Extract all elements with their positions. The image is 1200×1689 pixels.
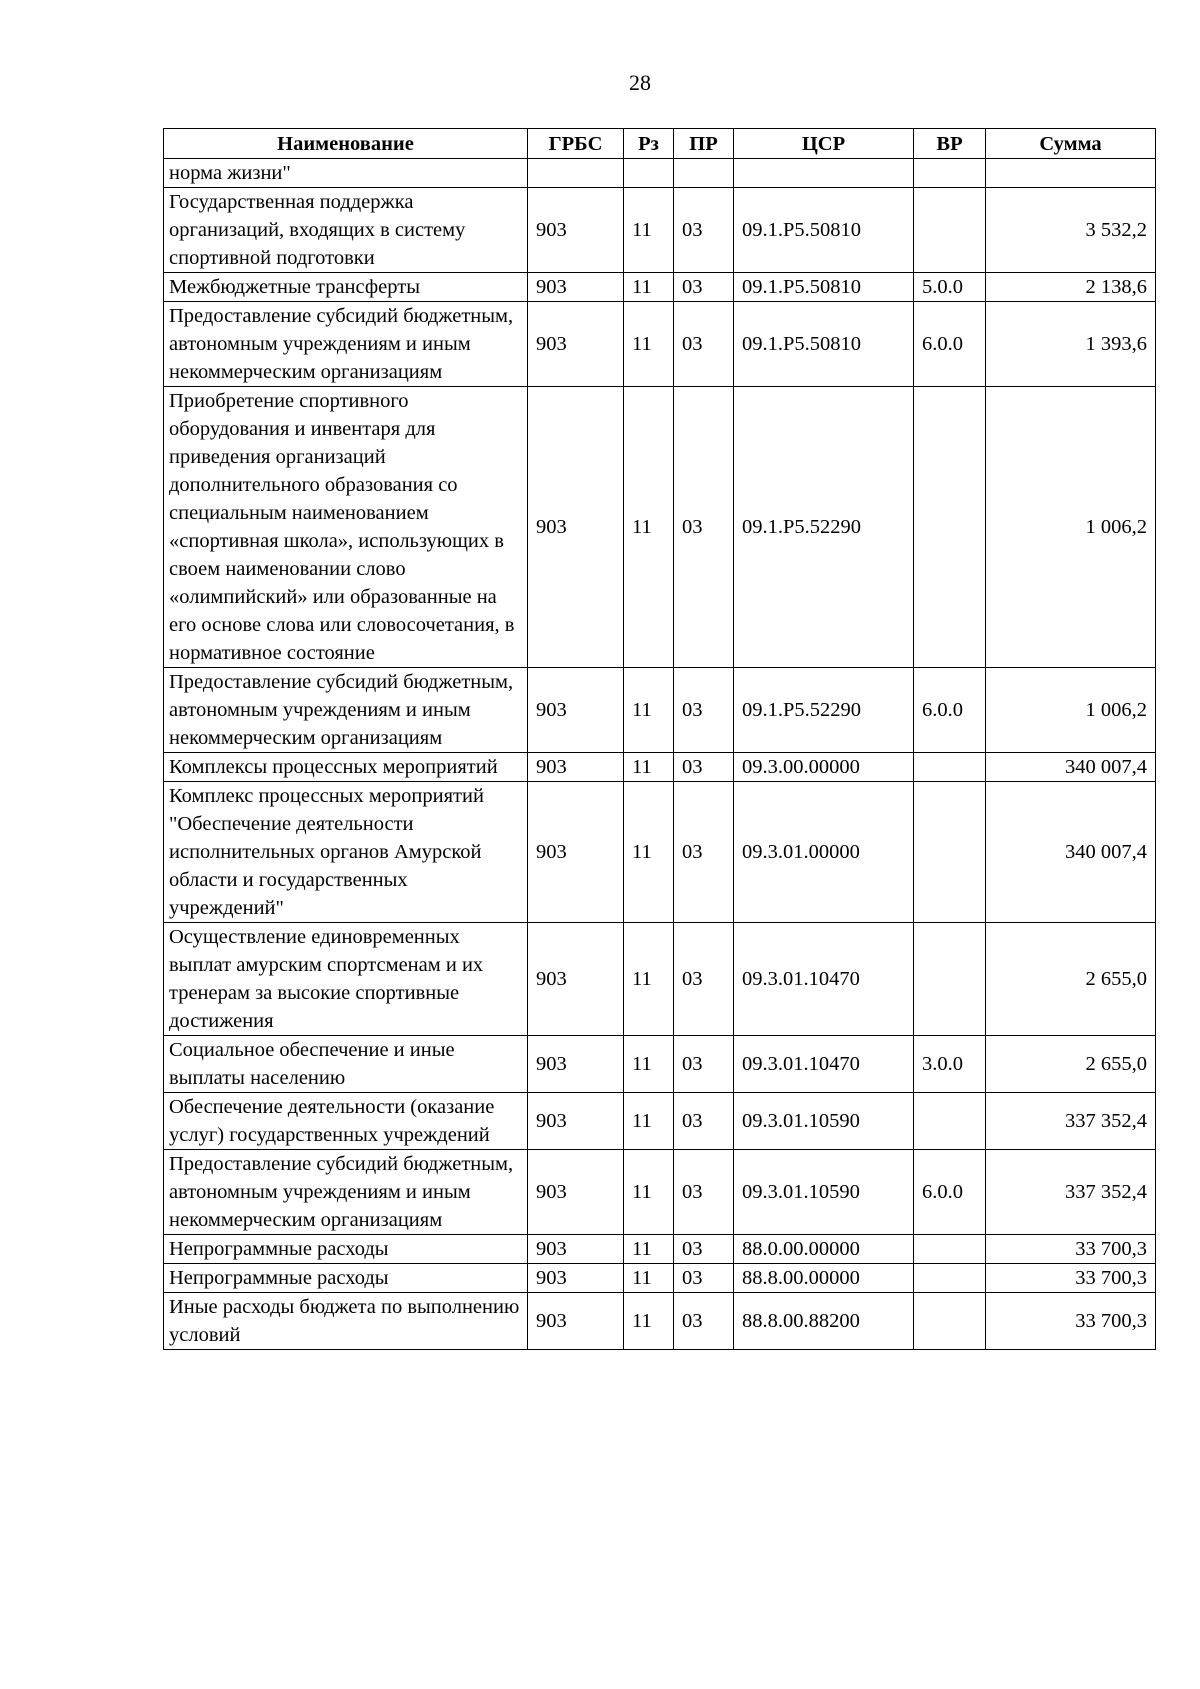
- cell-pr: 03: [674, 1235, 734, 1264]
- cell-csr: 09.1.Р5.50810: [734, 273, 914, 302]
- cell-rz: 11: [624, 273, 674, 302]
- cell-pr: 03: [674, 753, 734, 782]
- cell-name: Предоставление субсидий бюджетным, автономным учреждениям и иным некоммерческим организациям: [164, 302, 528, 387]
- cell-name: Социальное обеспечение и иные выплаты населению: [164, 1036, 528, 1093]
- cell-name: Обеспечение деятельности (оказание услуг) государственных учреждений: [164, 1093, 528, 1150]
- cell-sum: 337 352,4: [986, 1150, 1156, 1235]
- cell-name: Межбюджетные трансферты: [164, 273, 528, 302]
- cell-pr: 03: [674, 1093, 734, 1150]
- cell-grbs: 903: [528, 668, 624, 753]
- cell-vr: 6.0.0: [914, 1150, 986, 1235]
- table-row: [164, 668, 1156, 753]
- table-row: [164, 273, 1156, 302]
- cell-vr: [914, 1093, 986, 1150]
- cell-csr: 09.1.Р5.50810: [734, 302, 914, 387]
- table-row: [164, 1235, 1156, 1264]
- cell-vr: 3.0.0: [914, 1036, 986, 1093]
- cell-name: Непрограммные расходы: [164, 1264, 528, 1293]
- cell-vr: [914, 1293, 986, 1350]
- cell-vr: [914, 923, 986, 1036]
- cell-grbs: 903: [528, 1093, 624, 1150]
- cell-sum: 33 700,3: [986, 1235, 1156, 1264]
- cell-vr: [914, 387, 986, 668]
- cell-vr: 6.0.0: [914, 302, 986, 387]
- header-csr: ЦСР: [734, 129, 914, 159]
- cell-csr: 09.3.01.10470: [734, 1036, 914, 1093]
- cell-name: Иные расходы бюджета по выполнению условий: [164, 1293, 528, 1350]
- page-number: 28: [629, 70, 651, 95]
- cell-csr: 09.1.Р5.52290: [734, 387, 914, 668]
- cell-sum: 3 532,2: [986, 188, 1156, 273]
- header-grbs: ГРБС: [528, 129, 624, 159]
- budget-table: [163, 128, 1156, 1350]
- cell-name: норма жизни": [164, 159, 528, 188]
- cell-grbs: 903: [528, 273, 624, 302]
- cell-grbs: 903: [528, 188, 624, 273]
- cell-vr: [914, 753, 986, 782]
- table-row: [164, 188, 1156, 273]
- cell-name: Осуществление единовременных выплат амурским спортсменам и их тренерам за высокие спортивные достижения: [164, 923, 528, 1036]
- table-row: [164, 1036, 1156, 1093]
- cell-rz: 11: [624, 668, 674, 753]
- cell-sum: 340 007,4: [986, 753, 1156, 782]
- cell-pr: 03: [674, 273, 734, 302]
- cell-grbs: [528, 159, 624, 188]
- header-pr: ПР: [674, 129, 734, 159]
- cell-pr: [674, 159, 734, 188]
- cell-pr: 03: [674, 1150, 734, 1235]
- cell-name: Комплексы процессных мероприятий: [164, 753, 528, 782]
- cell-grbs: 903: [528, 302, 624, 387]
- cell-grbs: 903: [528, 753, 624, 782]
- cell-vr: [914, 188, 986, 273]
- header-sum: Сумма: [986, 129, 1156, 159]
- cell-csr: 88.8.00.88200: [734, 1293, 914, 1350]
- cell-rz: 11: [624, 188, 674, 273]
- cell-name: Непрограммные расходы: [164, 1235, 528, 1264]
- cell-csr: 09.3.01.00000: [734, 782, 914, 923]
- cell-sum: 2 655,0: [986, 1036, 1156, 1093]
- table-row: [164, 1293, 1156, 1350]
- cell-sum: [986, 159, 1156, 188]
- cell-pr: 03: [674, 1036, 734, 1093]
- cell-sum: 2 138,6: [986, 273, 1156, 302]
- cell-csr: 09.3.00.00000: [734, 753, 914, 782]
- cell-rz: 11: [624, 1093, 674, 1150]
- cell-rz: 11: [624, 923, 674, 1036]
- cell-vr: [914, 782, 986, 923]
- cell-csr: 09.1.Р5.50810: [734, 188, 914, 273]
- header-rz: Рз: [624, 129, 674, 159]
- cell-vr: 6.0.0: [914, 668, 986, 753]
- table-body: [164, 159, 1156, 1350]
- cell-name: Государственная поддержка организаций, входящих в систему спортивной подготовки: [164, 188, 528, 273]
- cell-csr: 09.3.01.10590: [734, 1093, 914, 1150]
- cell-rz: 11: [624, 1036, 674, 1093]
- table-row: [164, 782, 1156, 923]
- cell-csr: 88.8.00.00000: [734, 1264, 914, 1293]
- cell-vr: [914, 159, 986, 188]
- cell-csr: 09.3.01.10590: [734, 1150, 914, 1235]
- cell-grbs: 903: [528, 782, 624, 923]
- cell-rz: 11: [624, 302, 674, 387]
- cell-name: Предоставление субсидий бюджетным, автономным учреждениям и иным некоммерческим организациям: [164, 1150, 528, 1235]
- cell-pr: 03: [674, 1293, 734, 1350]
- cell-name: Приобретение спортивного оборудования и инвентаря для приведения организаций дополнительного образования со специальным наименованием «спортивная школа», использующих в своем наименовании слово «олимпийский» или образованные на его основе слова или словосочетания, в нормативное состояние: [164, 387, 528, 668]
- cell-rz: 11: [624, 387, 674, 668]
- cell-name: Предоставление субсидий бюджетным, автономным учреждениям и иным некоммерческим организациям: [164, 668, 528, 753]
- cell-sum: 1 006,2: [986, 668, 1156, 753]
- cell-pr: 03: [674, 188, 734, 273]
- cell-pr: 03: [674, 668, 734, 753]
- cell-grbs: 903: [528, 1264, 624, 1293]
- cell-pr: 03: [674, 302, 734, 387]
- cell-grbs: 903: [528, 1235, 624, 1264]
- table-row: [164, 1150, 1156, 1235]
- header-vr: ВР: [914, 129, 986, 159]
- table-row: [164, 753, 1156, 782]
- cell-grbs: 903: [528, 1036, 624, 1093]
- cell-grbs: 903: [528, 1293, 624, 1350]
- cell-vr: [914, 1235, 986, 1264]
- table-row: [164, 387, 1156, 668]
- cell-rz: 11: [624, 753, 674, 782]
- cell-pr: 03: [674, 923, 734, 1036]
- cell-grbs: 903: [528, 1150, 624, 1235]
- cell-csr: 88.0.00.00000: [734, 1235, 914, 1264]
- cell-sum: 1 393,6: [986, 302, 1156, 387]
- cell-rz: 11: [624, 1235, 674, 1264]
- cell-sum: 33 700,3: [986, 1264, 1156, 1293]
- cell-pr: 03: [674, 387, 734, 668]
- table-row: [164, 302, 1156, 387]
- cell-rz: 11: [624, 782, 674, 923]
- cell-pr: 03: [674, 1264, 734, 1293]
- cell-csr: 09.3.01.10470: [734, 923, 914, 1036]
- table-row: [164, 1093, 1156, 1150]
- cell-rz: 11: [624, 1150, 674, 1235]
- cell-name: Комплекс процессных мероприятий "Обеспечение деятельности исполнительных органов Амурской области и государственных учреждений": [164, 782, 528, 923]
- cell-grbs: 903: [528, 923, 624, 1036]
- cell-rz: [624, 159, 674, 188]
- cell-rz: 11: [624, 1264, 674, 1293]
- cell-csr: [734, 159, 914, 188]
- cell-vr: [914, 1264, 986, 1293]
- cell-sum: 340 007,4: [986, 782, 1156, 923]
- header-name: Наименование: [164, 129, 528, 159]
- table-row: [164, 923, 1156, 1036]
- header-row: [164, 129, 1156, 159]
- table-header: [164, 129, 1156, 159]
- table-row: [164, 1264, 1156, 1293]
- cell-vr: 5.0.0: [914, 273, 986, 302]
- cell-grbs: 903: [528, 387, 624, 668]
- cell-pr: 03: [674, 782, 734, 923]
- cell-sum: 2 655,0: [986, 923, 1156, 1036]
- cell-sum: 33 700,3: [986, 1293, 1156, 1350]
- table-row: [164, 159, 1156, 188]
- cell-sum: 337 352,4: [986, 1093, 1156, 1150]
- cell-sum: 1 006,2: [986, 387, 1156, 668]
- cell-csr: 09.1.Р5.52290: [734, 668, 914, 753]
- cell-rz: 11: [624, 1293, 674, 1350]
